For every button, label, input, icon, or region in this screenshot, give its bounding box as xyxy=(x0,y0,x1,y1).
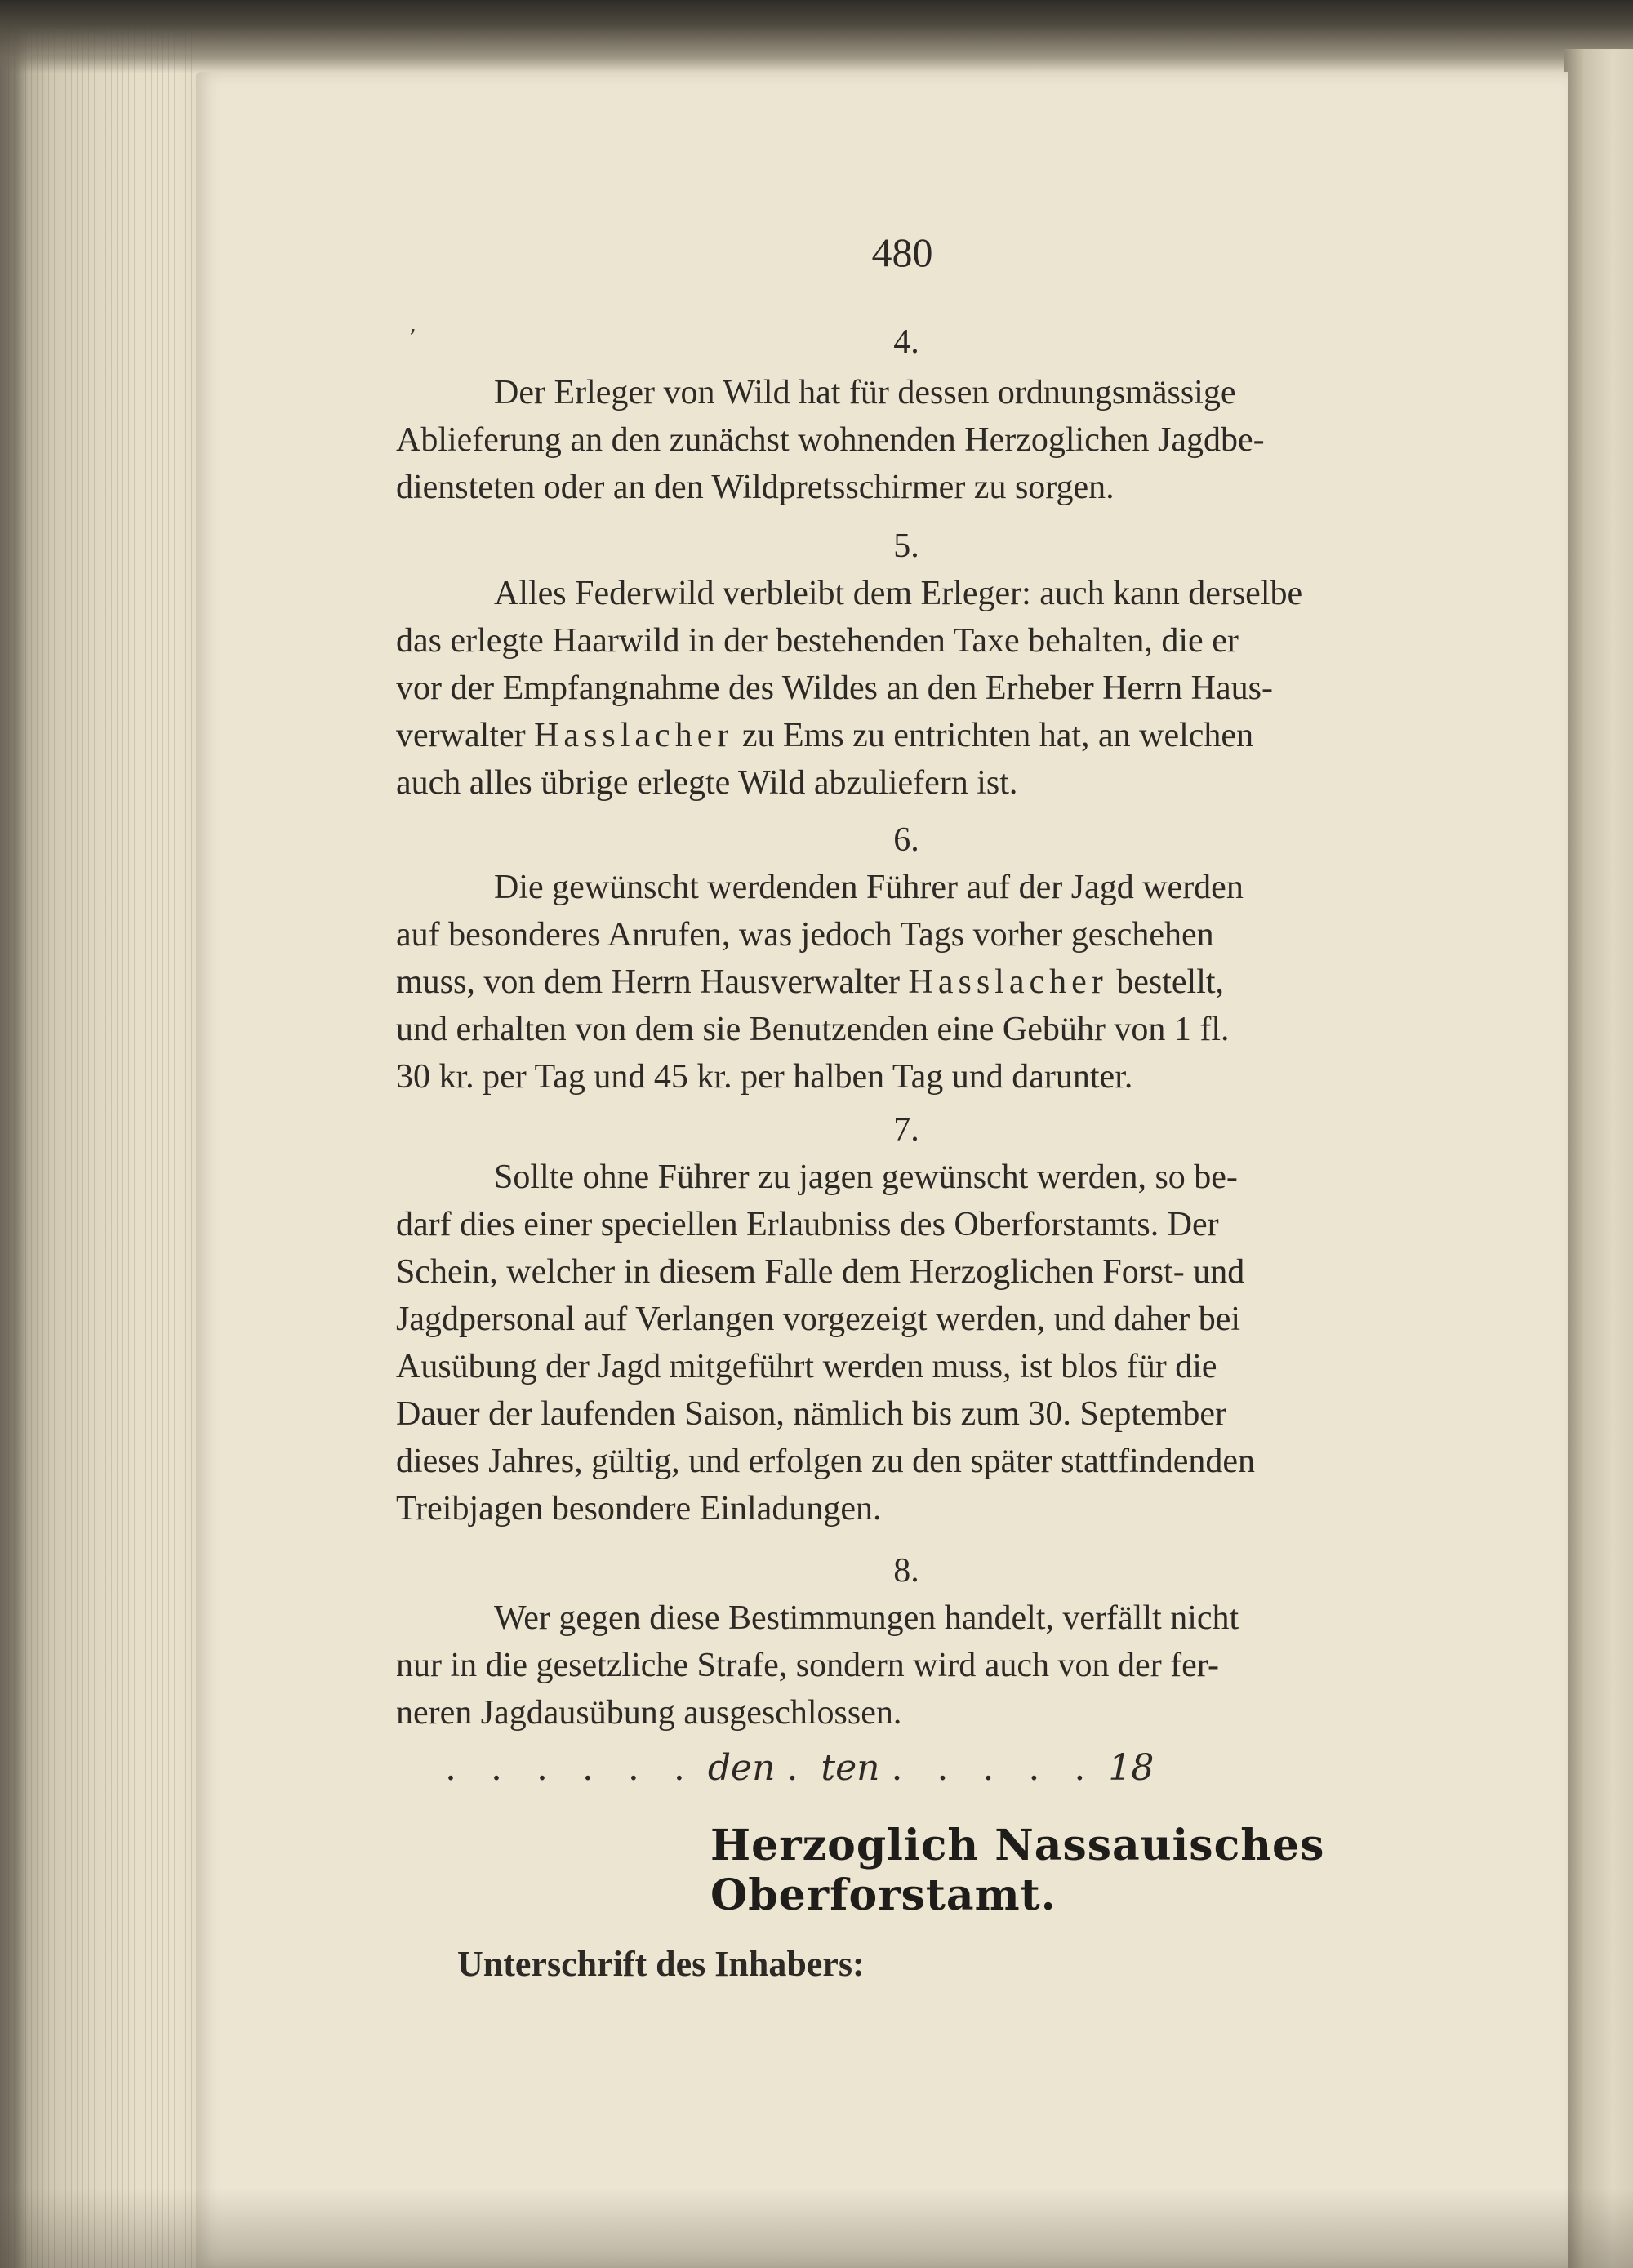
section-4-line-1: Der Erleger von Wild hat für dessen ordnungsmässige xyxy=(494,374,1236,411)
section-8-paragraph xyxy=(396,1594,1417,1737)
section-5-line-4-a: verwalter xyxy=(396,717,526,754)
section-6-line-3-b: bestellt, xyxy=(1116,963,1225,1001)
section-8-line-3: neren Jagdausübung ausgeschlossen. xyxy=(396,1694,902,1732)
section-6-line-5: 30 kr. per Tag und 45 kr. per halben Tag und darunter. xyxy=(396,1058,1133,1096)
facing-page-edge xyxy=(1564,49,1633,2268)
section-7-line-7: dieses Jahres, gültig, und erfolgen zu den später stattfindenden xyxy=(396,1443,1256,1480)
name-hasslacher-2: Hasslacher xyxy=(908,963,1108,1001)
section-7-line-3: Schein, welcher in diesem Falle dem Herzoglichen Forst- und xyxy=(396,1253,1245,1291)
issuing-authority: Herzoglich Nassauisches Oberforstamt. xyxy=(710,1821,1325,1920)
section-7-line-8: Treibjagen besondere Einladungen. xyxy=(396,1490,882,1528)
dateline-ten: ten xyxy=(821,1747,880,1789)
section-4-line-3: diensteten oder an den Wildpretsschirmer zu sorgen. xyxy=(396,469,1115,506)
section-6-line-2: auf besonderes Anrufen, was jedoch Tags vorher geschehen xyxy=(396,916,1214,954)
section-5-line-3: vor der Empfangnahme des Wildes an den Erheber Herrn Haus- xyxy=(396,669,1273,707)
section-5-line-2: das erlegte Haarwild in der bestehenden Taxe behalten, die er xyxy=(396,622,1239,660)
dateline-year: 18 xyxy=(1108,1747,1155,1789)
section-5-line-5: auch alles übrige erlegte Wild abzuliefern ist. xyxy=(396,764,1018,802)
section-7-line-6: Dauer der laufenden Saison, nämlich bis zum 30. September xyxy=(396,1395,1227,1433)
section-number-4: 4. xyxy=(893,323,919,361)
section-number-8: 8. xyxy=(893,1552,919,1590)
name-hasslacher: Hasslacher xyxy=(534,717,734,754)
section-number-5: 5. xyxy=(893,527,919,565)
section-7-line-2: darf dies einer speciellen Erlaubniss des Oberforstamts. Der xyxy=(396,1206,1219,1243)
section-6-line-1: Die gewünscht werdenden Führer auf der Jagd werden xyxy=(494,869,1244,906)
section-5-line-1: Alles Federwild verbleibt dem Erleger: auch kann derselbe xyxy=(494,575,1303,612)
section-4-paragraph xyxy=(396,369,1417,511)
page-number: 480 xyxy=(871,229,933,275)
section-7-line-5: Ausübung der Jagd mitgeführt werden muss, ist blos für die xyxy=(396,1348,1217,1385)
dateline-dots-3: . . . . . xyxy=(891,1747,1097,1789)
section-8-line-1: Wer gegen diese Bestimmungen handelt, verfällt nicht xyxy=(494,1599,1239,1637)
stray-mark: ʼ xyxy=(408,325,416,352)
page-edges xyxy=(8,0,196,2268)
section-5-line-4-b: zu Ems zu entrichten hat, an welchen xyxy=(741,717,1254,754)
section-4-line-2: Ablieferung an den zunächst wohnenden Herzoglichen Jagdbe- xyxy=(396,421,1265,459)
dateline-den: den xyxy=(707,1747,776,1789)
top-shadow xyxy=(0,0,1633,73)
section-6-line-3 xyxy=(396,958,1417,1006)
section-5-paragraph xyxy=(396,570,1417,807)
section-7-paragraph xyxy=(396,1154,1417,1532)
signature-label: Unterschrift des Inhabers: xyxy=(457,1944,865,1984)
section-6-line-4: und erhalten von dem sie Benutzenden eine Gebühr von 1 fl. xyxy=(396,1011,1230,1048)
dateline-dots-1: . . . . . . xyxy=(445,1747,696,1789)
section-number-7: 7. xyxy=(893,1111,919,1149)
section-6-paragraph xyxy=(396,864,1417,1101)
section-7-line-4: Jagdpersonal auf Verlangen vorgezeigt werden, und daher bei xyxy=(396,1301,1241,1338)
section-number-6: 6. xyxy=(893,821,919,859)
dateline xyxy=(445,1747,1180,1789)
bottom-shade xyxy=(0,2188,1633,2268)
dateline-dot-2: . xyxy=(786,1747,810,1789)
section-5-line-4 xyxy=(396,712,1417,759)
section-7-line-1: Sollte ohne Führer zu jagen gewünscht werden, so be- xyxy=(494,1158,1238,1196)
section-8-line-2: nur in die gesetzliche Strafe, sondern wird auch von der fer- xyxy=(396,1647,1219,1684)
section-6-line-3-a: muss, von dem Herrn Hausverwalter xyxy=(396,963,900,1001)
